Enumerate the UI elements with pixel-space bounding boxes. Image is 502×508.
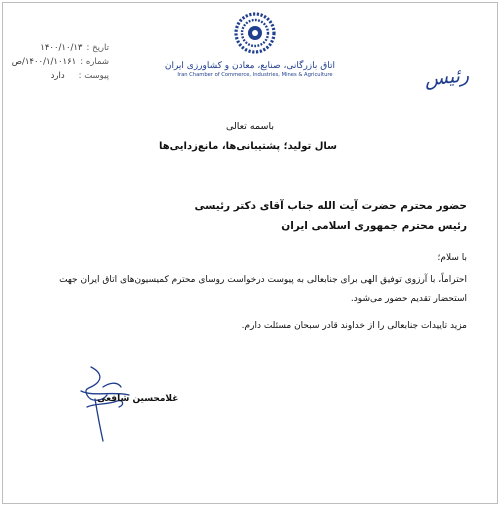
- letter-closing: مزید تاییدات جنابعالی را از خداوند قادر سبحان مسئلت دارم.: [241, 321, 467, 331]
- recipient-line-2: رئیس محترم جمهوری اسلامی ایران: [281, 220, 467, 232]
- number-label: شماره :: [80, 57, 109, 67]
- letter-meta: [13, 41, 109, 83]
- salutation: با سلام؛: [437, 253, 467, 263]
- chamber-emblem-icon: [232, 11, 278, 55]
- org-name-fa: اتاق بازرگانی، صنایع، معادن و کشاورزی ایران: [164, 61, 335, 71]
- org-name-en: Iran Chamber of Commerce, Industries, Mines & Agriculture: [177, 72, 333, 78]
- chamber-logo: [164, 11, 335, 101]
- year-slogan: سال تولید؛ پشتیبانی‌ها، مانع‌زدایی‌ها: [158, 141, 337, 152]
- recipient-line-1: حضور محترم حضرت آیت الله جناب آقای دکتر رئیسی: [194, 200, 467, 212]
- date-label: تاریخ :: [86, 43, 109, 53]
- date-value: ۱۴۰۰/۱۰/۱۳: [40, 43, 83, 53]
- date-row: [13, 41, 109, 55]
- number-value: ۱۴۰۰/۱/۱۰۱۶۱/ص: [11, 57, 77, 67]
- president-mark: رئیس: [423, 64, 470, 91]
- number-row: [13, 55, 109, 69]
- bismillah: باسمه تعالی: [225, 121, 275, 132]
- attachment-label: پیوست :: [78, 71, 109, 81]
- signer-name: غلامحسین شافعی: [97, 394, 179, 404]
- attachment-value: دارد: [50, 71, 65, 81]
- attachment-row: [13, 69, 109, 83]
- letter-page: [2, 2, 498, 504]
- letter-body: احتراماً، با آرزوی توفیق الهی برای جنابعالی به پیوست درخواست روسای محترم کمیسیون‌های اتاق ایران جهت استحضار تقدیم حضور می‌شود.: [59, 275, 467, 304]
